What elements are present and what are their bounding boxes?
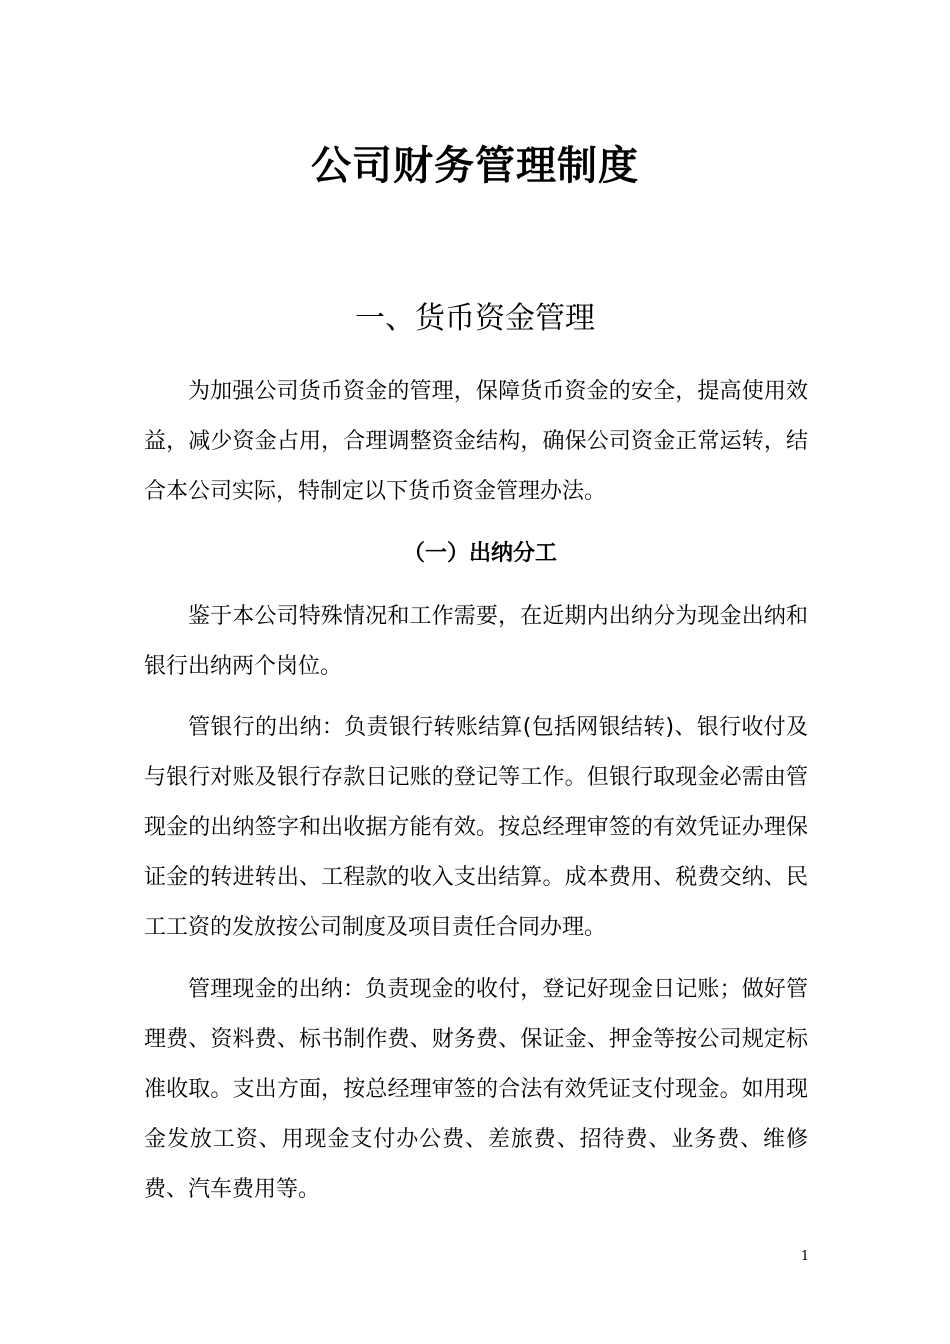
paragraph-cashier-division: 鉴于本公司特殊情况和工作需要，在近期内出纳分为现金出纳和银行出纳两个岗位。 (144, 604, 808, 679)
section-intro-paragraph: 为加强公司货币资金的管理，保障货币资金的安全，提高使用效益，减少资金占用，合理调整资金结构，确保公司资金正常运转，结合本公司实际，特制定以下货币资金管理办法。 (144, 379, 808, 504)
subsection-heading: （一）出纳分工 (402, 541, 557, 566)
paragraph-cash-cashier: 管理现金的出纳：负责现金的收付，登记好现金日记账；做好管理费、资料费、标书制作费、财务费、保证金、押金等按公司规定标准收取。支出方面，按总经理审签的合法有效凭证支付现金。如用现金发放工资、用现金支付办公费、差旅费、招待费、业务费、维修费、汽车费用等。 (144, 977, 808, 1202)
page-number: 1 (800, 1249, 810, 1264)
document-title: 公司财务管理制度 (311, 143, 639, 189)
section-heading: 一、货币资金管理 (355, 301, 595, 336)
paragraph-bank-cashier: 管银行的出纳：负责银行转账结算(包括网银结转)、银行收付及与银行对账及银行存款日记账的登记等工作。但银行取现金必需由管现金的出纳签字和出收据方能有效。按总经理审签的有效凭证办理保证金的转进转出、工程款的收入支出结算。成本费用、税费交纳、民工工资的发放按公司制度及项目责任合同办理。 (144, 715, 808, 940)
